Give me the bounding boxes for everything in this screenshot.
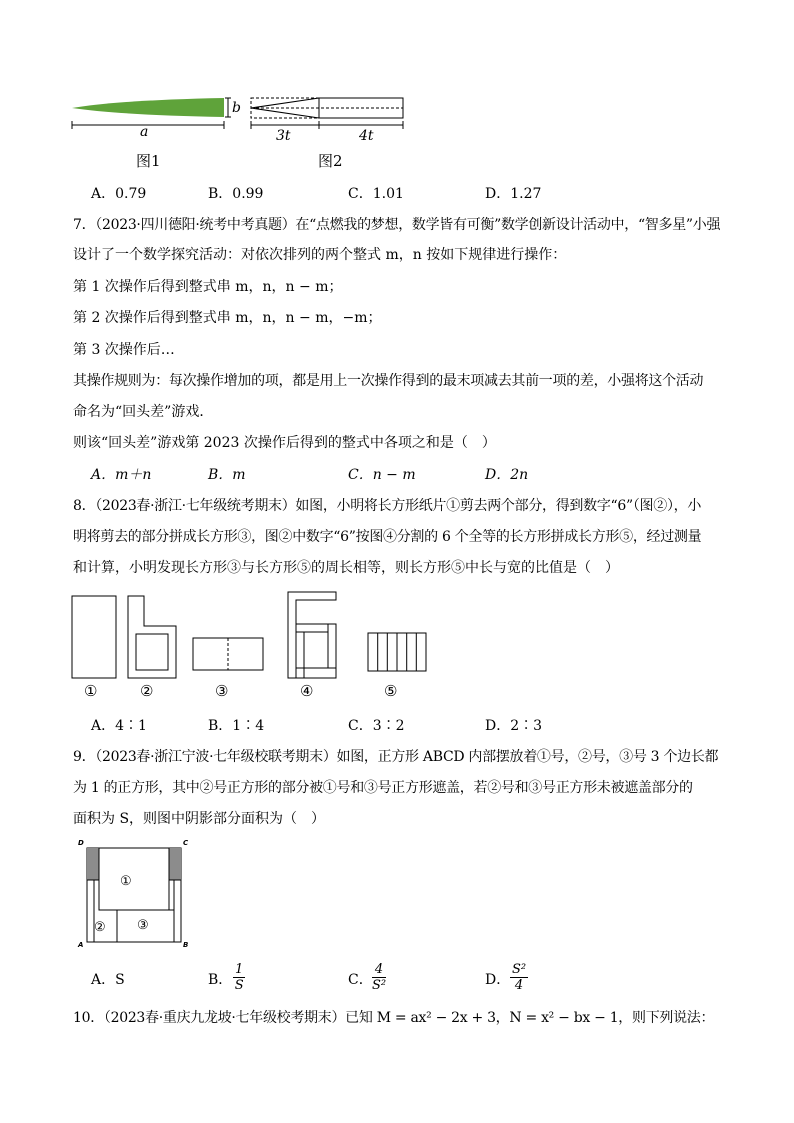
- q9-option-b-letter: B．: [208, 972, 233, 988]
- q9-option-c-letter: C．: [348, 972, 373, 988]
- q8-fig-label-2: ②: [140, 682, 154, 700]
- figure-2-pencil: [245, 90, 410, 135]
- q9-line-2: 为 1 的正方形，其中②号正方形的部分被①号和③号正方形遮盖，若②号和③号正方形未被遮盖部分的: [73, 780, 693, 796]
- q9-option-a-letter: A．: [91, 972, 116, 988]
- figure-1-blade: [60, 90, 250, 135]
- q7-option-c: C．n − m: [348, 467, 416, 483]
- q8-fig-label-3: ③: [215, 682, 229, 700]
- q9-option-d-fraction: [510, 962, 528, 993]
- square-label-2: ②: [94, 920, 106, 935]
- q9-option-a: [91, 970, 125, 990]
- q9-option-c-fraction: [372, 962, 386, 993]
- q9-d-num: S²: [512, 962, 527, 977]
- q7-line-7: 命名为“回头差”游戏．: [73, 404, 214, 420]
- q9-b-den: S: [234, 978, 244, 993]
- q9-b-num: 1: [235, 962, 244, 977]
- corner-a: A: [78, 941, 84, 949]
- q8-fig-label-1: ①: [84, 682, 98, 700]
- label-a: a: [140, 124, 149, 140]
- rect-1: [72, 596, 116, 678]
- q6-option-d: D．1.27: [485, 186, 542, 202]
- q9-option-d-letter: D．: [485, 972, 511, 988]
- q9-option-b-fraction: [233, 962, 245, 993]
- q8-fig-label-5: ⑤: [384, 682, 398, 700]
- q8-option-d: D．2∶3: [485, 718, 543, 734]
- q7-option-d: D．2n: [485, 467, 529, 483]
- q7-line-3: 第 1 次操作后得到整式串 m，n，n − m；: [73, 279, 343, 295]
- figure-1-caption: 图1: [136, 152, 161, 170]
- q9-c-den: S²: [372, 978, 387, 993]
- q9-line-1: 9．（2023春·浙江宁波·七年级校联考期末）如图，正方形 ABCD 内部摆放着①号，②号，③号 3 个边长都: [73, 749, 719, 765]
- q8-option-c: C．3∶2: [348, 718, 405, 734]
- q7-line-6: 其操作规则为：每次操作增加的项，都是用上一次操作得到的最末项减去其前一项的差，小强将这个活动: [73, 373, 704, 389]
- q8-figures: [68, 588, 428, 683]
- q8-line-3: 和计算，小明发现长方形③与长方形⑤的周长相等，则长方形⑤中长与宽的比值是（ ）: [73, 560, 619, 576]
- q8-fig-label-4: ④: [300, 682, 314, 700]
- digit-6-shape: [128, 596, 176, 678]
- q7-line-5: 第 3 次操作后…: [73, 342, 175, 358]
- q9-d-den: 4: [514, 978, 524, 993]
- q8-option-b: B．1∶4: [208, 718, 265, 734]
- shade-right: [169, 848, 181, 880]
- square-label-1: ①: [120, 874, 132, 889]
- label-b: b: [232, 100, 241, 116]
- q8-line-1: 8．（2023春·浙江·七年级统考期末）如图，小明将长方形纸片①剪去两个部分，得到数字“6”（图②），小: [73, 498, 702, 514]
- square-1: [99, 848, 169, 910]
- q9-line-3: 面积为 S，则图中阴影部分面积为（ ）: [73, 811, 326, 827]
- q7-line-4: 第 2 次操作后得到整式串 m，n，n − m，−m；: [73, 310, 382, 326]
- q6-option-b: B．0.99: [208, 186, 264, 202]
- q7-line-2: 设计了一个数学探究活动：对依次排列的两个整式 m，n 按如下规律进行操作：: [73, 247, 567, 263]
- corner-b: B: [183, 941, 189, 949]
- q9-c-num: 4: [372, 962, 386, 978]
- corner-d: D: [78, 839, 84, 847]
- label-4t: 4t: [359, 128, 374, 144]
- q6-option-c: C．1.01: [348, 186, 404, 202]
- green-blade-shape: [72, 98, 224, 117]
- q9-option-a-value: S: [115, 972, 125, 988]
- corner-c: C: [183, 839, 189, 847]
- shade-left: [87, 848, 99, 880]
- q7-option-a: A．m＋n: [91, 467, 152, 483]
- label-3t: 3t: [276, 128, 291, 144]
- q7-line-1: 7．（2023·四川德阳·统考中考真题）在“点燃我的梦想，数学皆有可衡”数学创新设计活动中，“智多星”小强: [73, 217, 721, 233]
- q8-option-a: A．4∶1: [91, 718, 147, 734]
- q6-option-a: A．0.79: [91, 186, 147, 202]
- square-label-3: ③: [137, 918, 149, 933]
- digit-6-split: [288, 592, 336, 678]
- q7-option-b: B．m: [208, 467, 246, 483]
- q10-line-1: 10．（2023春·重庆九龙坡·七年级校考期末）已知 M = ax² − 2x + 3，N = x² − bx − 1，则下列说法：: [73, 1010, 715, 1026]
- figure-2-caption: 图2: [318, 152, 343, 170]
- q8-line-2: 明将剪去的部分拼成长方形③，图②中数字“6”按图④分割的 6 个全等的长方形拼成长方形⑤，经过测量: [73, 529, 702, 545]
- q7-line-8: 则该“回头差”游戏第 2023 次操作后得到的整式中各项之和是（ ）: [73, 435, 496, 451]
